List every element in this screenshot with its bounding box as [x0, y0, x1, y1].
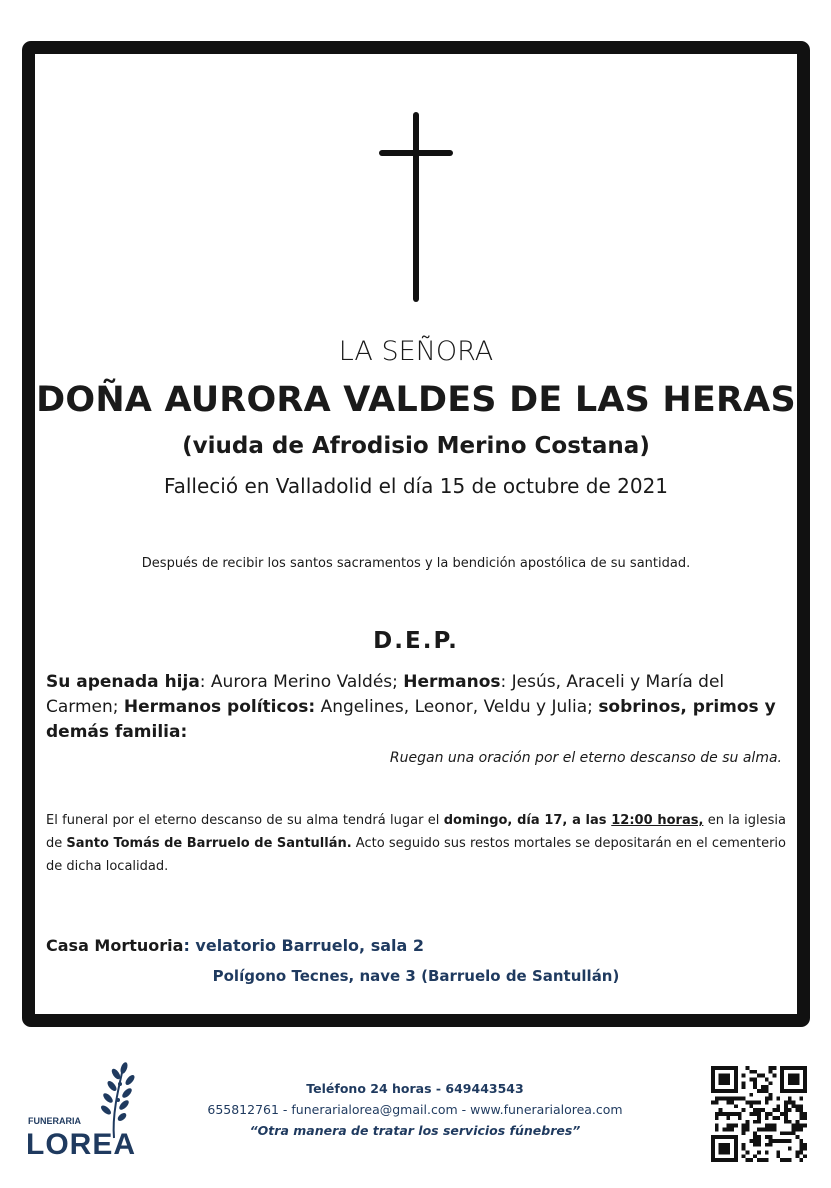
siblings-label: Hermanos — [403, 672, 501, 692]
inlaws-label: Hermanos políticos: — [123, 697, 316, 717]
footer-phone: Teléfono 24 horas - 649443543 — [306, 1081, 524, 1096]
daughter-value: : Aurora Merino Valdés; — [199, 672, 404, 692]
sacraments-text: Después de recibir los santos sacramentos y la bendición apostólica de su santidad. — [141, 556, 691, 571]
funeral-day: domingo, día 17, a las — [443, 813, 612, 828]
mortuary-line — [46, 936, 424, 955]
honorific: LA SEÑORA — [338, 336, 494, 367]
funeral-church: Santo Tomás de Barruelo de Santullán. — [66, 836, 352, 851]
brand-name: LOREA — [26, 1128, 136, 1161]
qr-code[interactable] — [711, 1066, 807, 1162]
footer-contact — [150, 1078, 680, 1141]
funeral-time: 12:00 horas, — [611, 813, 704, 828]
death-info: Falleció en Valladolid el día 15 de octubre de 2021 — [163, 474, 669, 498]
funeral-text-2: en la iglesia de — [46, 813, 786, 851]
cross-icon — [379, 112, 453, 302]
family-paragraph — [46, 670, 786, 745]
prayer-request: Ruegan una oración por el eterno descanso de su alma. — [389, 750, 782, 766]
funeral-text-3: Acto seguido sus restos mortales se depositarán en el cementerio de dicha localidad. — [46, 836, 786, 874]
brand-small: FUNERARIA — [28, 1116, 81, 1126]
mortuary-label: Casa Mortuoria — [46, 936, 184, 955]
funeral-paragraph — [46, 809, 786, 878]
widow-of: (viuda de Afrodisio Merino Costana) — [182, 433, 650, 459]
inlaws-value: Angelines, Leonor, Veldu y Julia; — [315, 697, 599, 717]
siblings-value: : Jesús, Araceli y María del Carmen; — [46, 672, 725, 717]
others-label: sobrinos, primos y demás familia: — [46, 697, 776, 742]
deceased-name: DOÑA AURORA VALDES DE LAS HERAS — [36, 380, 796, 420]
daughter-label: Su apenada hija — [46, 672, 200, 692]
mortuary-location: : velatorio Barruelo, sala 2 — [183, 936, 424, 955]
mortuary-address: Polígono Tecnes, nave 3 (Barruelo de Santullán) — [212, 967, 620, 985]
footer-contact-line[interactable]: 655812761 - funerarialorea@gmail.com - www.funerarialorea.com — [207, 1102, 623, 1117]
funeraria-logo — [26, 1058, 142, 1168]
footer-slogan: “Otra manera de tratar los servicios fúnebres” — [249, 1123, 581, 1138]
funeral-text-1: El funeral por el eterno descanso de su alma tendrá lugar el — [46, 813, 444, 828]
dep-heading: D.E.P. — [373, 628, 459, 654]
